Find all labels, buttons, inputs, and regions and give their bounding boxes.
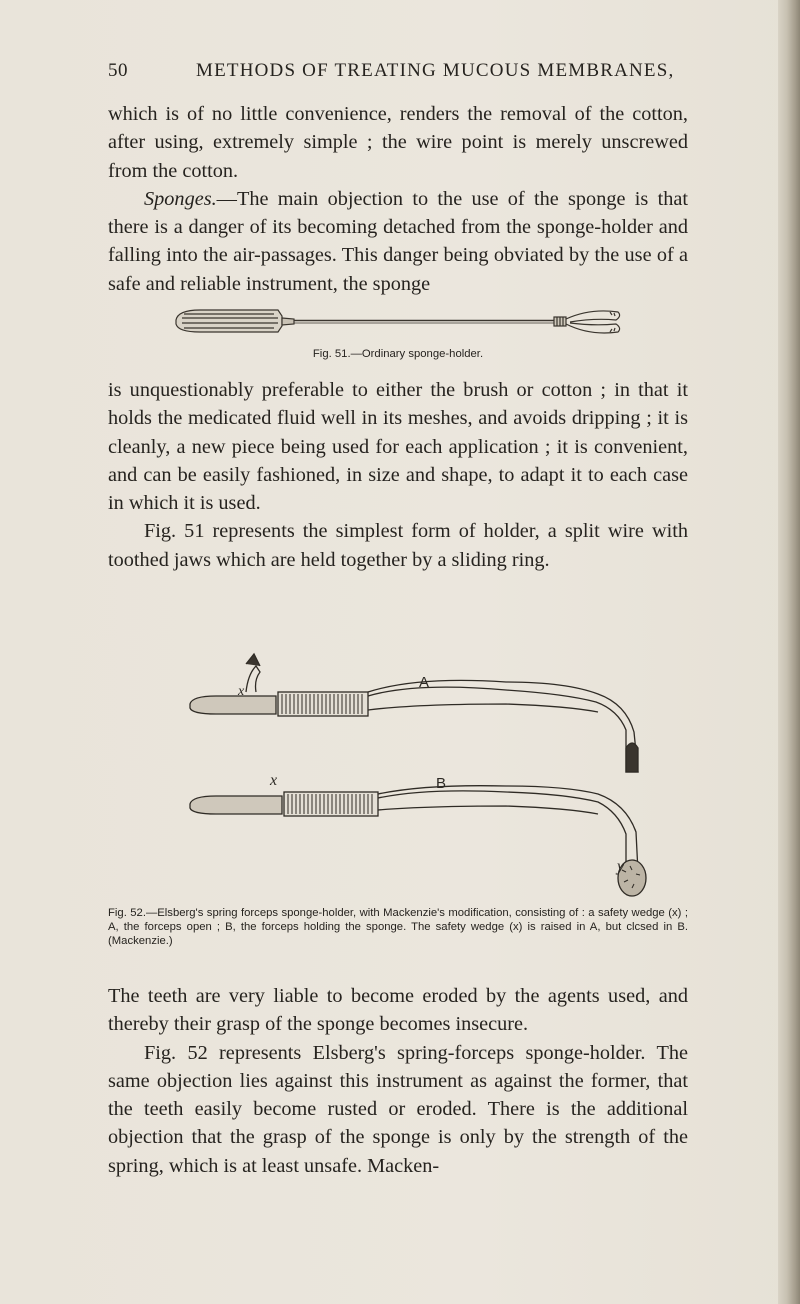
text-block-middle bbox=[108, 376, 688, 574]
paragraph-6: Fig. 52 represents Elsberg's spring-forceps sponge-holder. The same objection lies against this instrument as against the former, that the teeth easily become rusted or eroded. There is the additional objection that the grasp of the sponge is only by the strength of the spring, which is at least unsafe. Macken- bbox=[108, 1041, 688, 1177]
paragraph-1: which is of no little convenience, renders the removal of the cotton, after using, extremely simple ; the wire point is merely unscrewed from the cotton. bbox=[108, 103, 688, 182]
figure-label-x-bottom: x bbox=[270, 772, 278, 789]
paragraph-4: Fig. 51 represents the simplest form of holder, a split wire with toothed jaws which are held together by a sliding ring. bbox=[108, 520, 688, 571]
figure-label-x-top: x bbox=[238, 684, 245, 699]
figure-label-y: y bbox=[617, 858, 625, 875]
running-title: METHODS OF TREATING MUCOUS MEMBRANES, bbox=[196, 60, 675, 81]
fig52-caption: Fig. 52.—Elsberg's spring forceps sponge-holder, with Mackenzie's modification, consisting of : a safety wedge (x) ; A, the forceps open ; B, the forceps holding the sponge. The safety wedge (x) is raised in A, but clcsed in B. (Mackenzie.) bbox=[108, 907, 688, 947]
page-edge-shadow bbox=[778, 0, 800, 1304]
figure-label-a: A bbox=[419, 674, 430, 691]
paragraph-2-body: —The main objection to the use of the sponge is that there is a danger of its becoming detached from the sponge-holder and falling into the air-passages. This danger being obviated by the use of a safe and reliable instrument, the sponge bbox=[108, 187, 688, 295]
paragraph-5: The teeth are very liable to become eroded by the agents used, and thereby their grasp of the sponge becomes insecure. bbox=[108, 985, 688, 1036]
sponges-heading: Sponges. bbox=[144, 187, 217, 210]
figure-label-b: B bbox=[436, 775, 447, 792]
text-block-bottom bbox=[108, 982, 688, 1180]
page-number: 50 bbox=[108, 60, 128, 81]
fig51-sponge-holder-illustration bbox=[170, 302, 630, 342]
paragraph-2 bbox=[108, 185, 688, 298]
fig51-caption: Fig. 51.—Ordinary sponge-holder. bbox=[312, 348, 484, 360]
text-block-top bbox=[108, 100, 688, 298]
paragraph-3: is unquestionably preferable to either the brush or cotton ; in that it holds the medicated fluid well in its meshes, and avoids dripping ; it is cleanly, a new piece being used for each application ; it is convenient, and can be easily fashioned, in size and shape, to adapt it to each case in which it is used. bbox=[108, 379, 688, 515]
